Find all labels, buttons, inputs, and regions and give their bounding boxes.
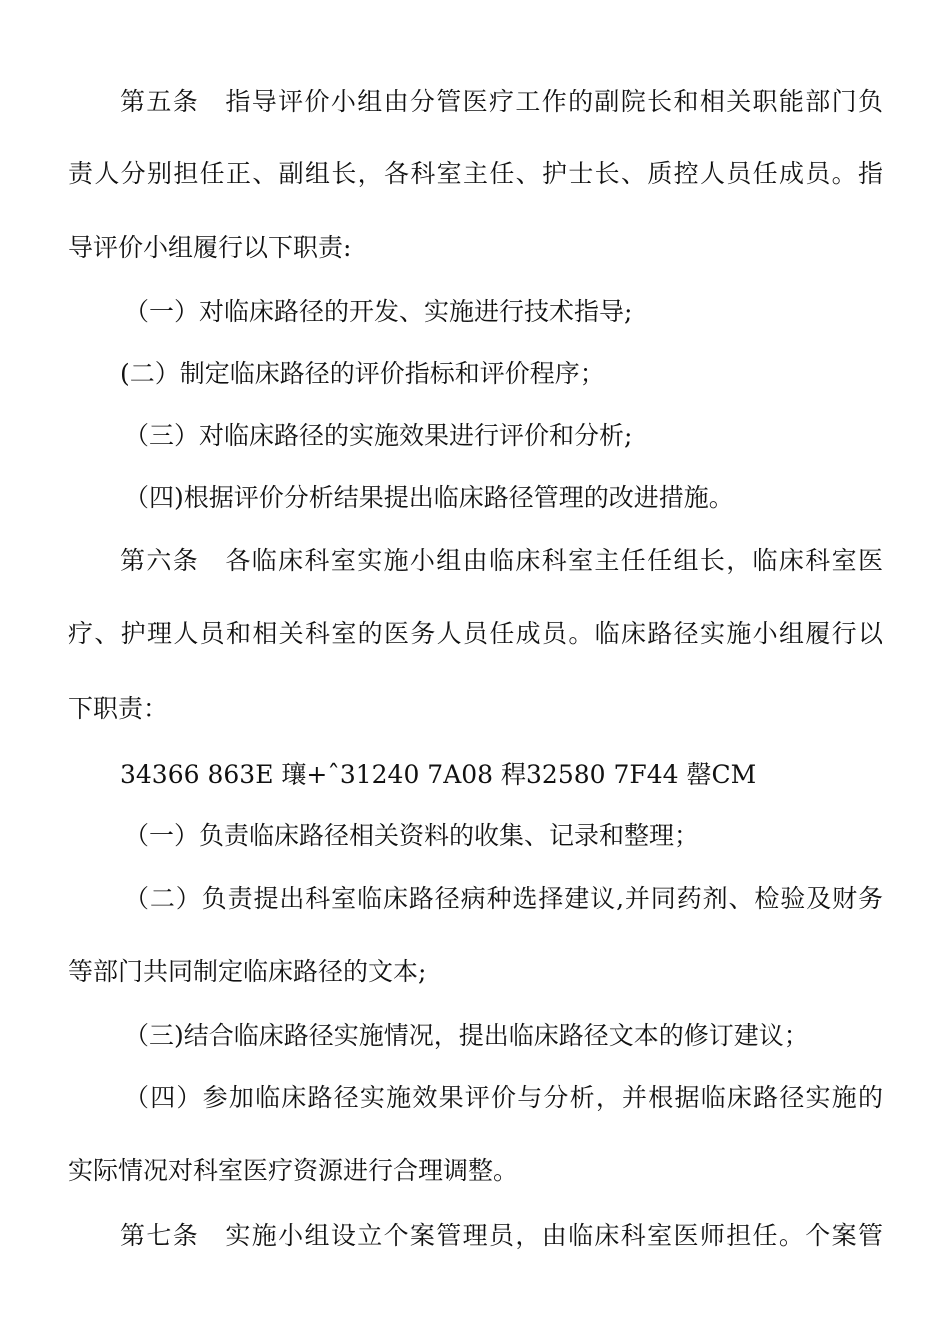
article-5-line-1: 第五条 指导评价小组由分管医疗工作的副院长和相关职能部门负 (120, 87, 883, 116)
article-5-item-1: （一）对临床路径的开发、实施进行技术指导; (124, 297, 633, 326)
article-5-line-3: 导评价小组履行以下职责: (68, 233, 352, 262)
article-6-item-2-line-2: 等部门共同制定临床路径的文本; (68, 957, 427, 986)
article-6-item-4-line-1: （四）参加临床路径实施效果评价与分析，并根据临床路径实施的 (124, 1083, 883, 1112)
article-6-item-3: （三)结合临床路径实施情况，提出临床路径文本的修订建议； (124, 1021, 809, 1050)
article-5-item-2: (二）制定临床路径的评价指标和评价程序； (120, 359, 605, 388)
article-6-item-2-line-1: （二）负责提出科室临床路径病种选择建议,并同药剂、检验及财务 (124, 884, 883, 913)
garbled-code-line: 34366 863E 瓖+ˆ31240 7A08 稈32580 7F44 罄CM (120, 760, 757, 789)
article-6-line-3: 下职责： (68, 694, 169, 723)
article-6-item-1: （一）负责临床路径相关资料的收集、记录和整理； (124, 821, 700, 850)
article-5-line-2: 责人分别担任正、副组长，各科室主任、护士长、质控人员任成员。指 (68, 159, 883, 188)
article-5-item-4: （四)根据评价分析结果提出临床路径管理的改进措施。 (124, 483, 734, 512)
article-7-line-1: 第七条 实施小组设立个案管理员，由临床科室医师担任。个案管 (120, 1221, 883, 1250)
article-6-line-1: 第六条 各临床科室实施小组由临床科室主任任组长，临床科室医 (120, 546, 883, 575)
article-6-line-2: 疗、护理人员和相关科室的医务人员任成员。临床路径实施小组履行以 (68, 619, 883, 648)
article-6-item-4-line-2: 实际情况对科室医疗资源进行合理调整。 (68, 1156, 519, 1185)
article-5-item-3: （三）对临床路径的实施效果进行评价和分析; (124, 421, 633, 450)
